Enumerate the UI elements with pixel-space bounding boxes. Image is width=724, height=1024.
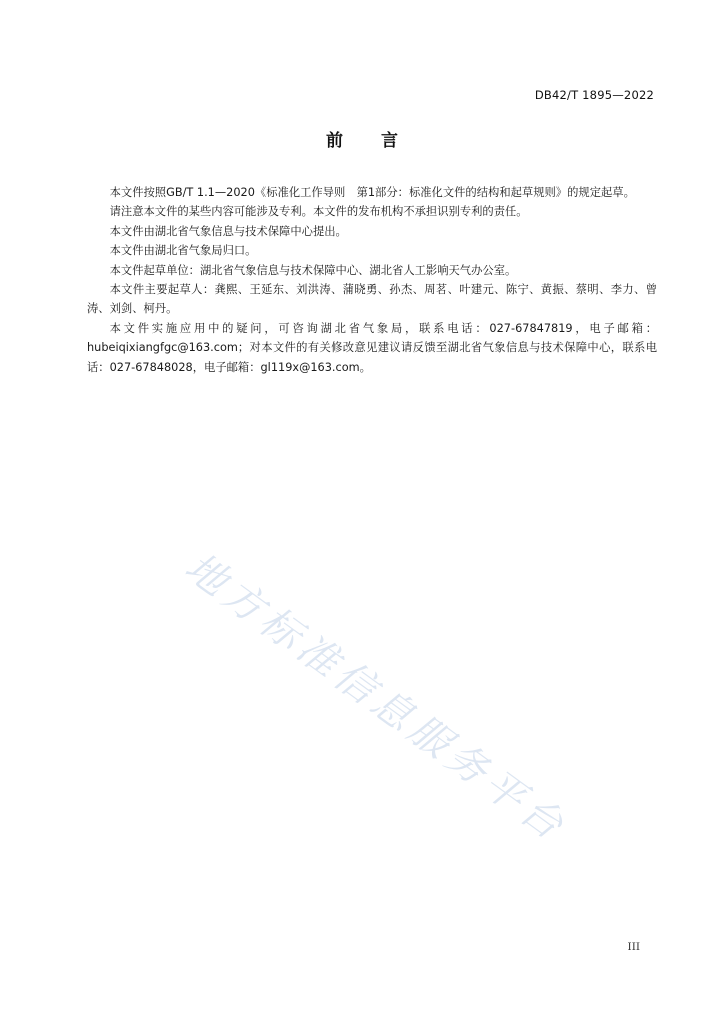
paragraph-centralized-by: 本文件由湖北省气象局归口。 bbox=[109, 244, 257, 258]
watermark: 地方标准信息服务平台 bbox=[176, 544, 576, 852]
paragraph-proposer: 本文件由湖北省气象信息与技术保障中心提出。 bbox=[109, 224, 347, 238]
foreword-body bbox=[87, 183, 657, 377]
paragraph-drafters: 本文件主要起草人：龚熙、王延东、刘洪涛、蒲晓勇、孙杰、周茗、叶建元、陈宁、黄振、蔡明、李力、曾涛、刘剑、柯丹。 bbox=[87, 283, 657, 316]
paragraph-patent-notice: 请注意本文件的某些内容可能涉及专利。本文件的发布机构不承担识别专利的责任。 bbox=[109, 205, 528, 219]
page-title: 前言 bbox=[326, 131, 436, 151]
paragraph-contact-info: 本文件实施应用中的疑问，可咨询湖北省气象局，联系电话：027-67847819，电子邮箱：hubeiqixiangfgc@163.com；对本文件的有关修改意见建议请反馈至湖北省气象信息与技术保障中心，联系电话：027-67848028，电子邮箱：gl119x@163.com。 bbox=[87, 321, 657, 374]
paragraph-drafting-units: 本文件起草单位：湖北省气象信息与技术保障中心、湖北省人工影响天气办公室。 bbox=[109, 263, 517, 277]
document-code: DB42/T 1895—2022 bbox=[534, 88, 654, 102]
page-number: III bbox=[627, 941, 640, 953]
paragraph-drafting-rules: 本文件按照GB/T 1.1—2020《标准化工作导则 第1部分：标准化文件的结构和起草规则》的规定起草。 bbox=[109, 186, 635, 199]
